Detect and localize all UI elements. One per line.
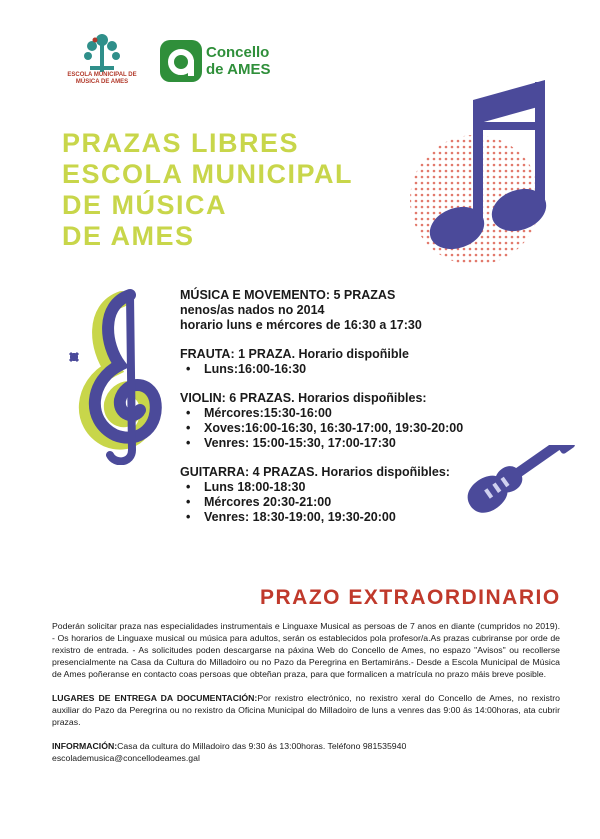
info-paragraph (52, 740, 560, 764)
course-heading: FRAUTA: 1 PRAZA. Horario dispoñible (180, 347, 409, 361)
schedule-item: • Mércores:15:30-16:00 (194, 406, 540, 421)
delivery-label: LUGARES DE ENTREGA DA DOCUMENTACIÓN: (52, 693, 258, 703)
info-text-line: Casa da cultura do Milladoiro das 9:30 ás 13:00horas. Teléfono 981535940 (117, 741, 407, 751)
delivery-paragraph (52, 692, 560, 728)
treble-clef-icon (60, 285, 180, 465)
paragraph-1: Poderán solicitar praza nas especialidades instrumentais e Linguaxe Musical as persoas de 7 anos en diante (cumpridos no 2019). - Os horarios de Linguaxe musical ou música para adultos, serán os establecidos pola profesor/a.As prazas cubriranse por orde de rexistro de entrada. - As solicitudes poden descargarse na páxina Web do Concello de Ames, no espazo "Avisos" ou recollerse presencialmente na Casa da Cultura do Milladoiro ou no Pazo da Peregrina en Bertamiráns.- Desde a Escola Municipal de Música de Ames poñeranse en contacto coas persoas que obteñan praza, para que formalicen a matrícula no prazo máis breve posible. (52, 621, 560, 679)
course-block (180, 288, 540, 333)
course-block (180, 347, 540, 377)
course-subline: horario luns e mércores de 16:30 a 17:30 (180, 318, 422, 332)
course-heading: MÚSICA E MOVEMENTO: 5 PRAZAS (180, 288, 396, 302)
course-heading: GUITARRA: 4 PRAZAS. Horarios dispoñibles: (180, 465, 450, 479)
music-notes-icon (395, 60, 595, 280)
course-block (180, 391, 540, 451)
schedule-item: • Venres: 15:00-15:30, 17:00-17:30 (194, 436, 540, 451)
schedule-list (180, 362, 540, 377)
schedule-item: • Mércores 20:30-21:00 (194, 495, 540, 510)
page-title (62, 128, 402, 252)
council-logo-icon (160, 40, 202, 82)
info-text (52, 620, 560, 776)
info-email: escolademusica@concellodeames.gal (52, 753, 200, 763)
courses-list (180, 288, 540, 539)
schedule-list (180, 480, 540, 525)
title-line-4: DE AMES (62, 221, 195, 251)
title-line-3: DE MÚSICA (62, 190, 228, 220)
schedule-item: • Luns 18:00-18:30 (194, 480, 540, 495)
schedule-item: • Xoves:16:00-16:30, 16:30-17:00, 19:30-20:00 (194, 421, 540, 436)
title-line-1: PRAZAS LIBRES (62, 128, 300, 158)
course-heading: VIOLIN: 6 PRAZAS. Horarios dispoñibles: (180, 391, 427, 405)
info-label: INFORMACIÓN: (52, 741, 118, 751)
schedule-item: • Luns:16:00-16:30 (194, 362, 540, 377)
extraordinary-heading: PRAZO EXTRAORDINARIO (260, 586, 561, 609)
council-logo-text (206, 44, 270, 78)
school-logo-text: ESCOLA MUNICIPAL DE MÚSICA DE AMES (67, 72, 137, 85)
council-line-2: de AMES (206, 61, 271, 78)
schedule-list (180, 406, 540, 451)
course-subline: nenos/as nados no 2014 (180, 303, 325, 317)
course-block (180, 465, 540, 525)
council-line-1: Concello (206, 44, 270, 61)
delivery-text: Por rexistro electrónico, no rexistro xeral do Concello de Ames, no rexistro auxiliar do Pazo da Peregrina ou no rexistro da Oficina Municipal do Milladoiro de luns a venres das 9:00 ás 14:00horas, ata cubrir prazas. (52, 693, 560, 727)
title-line-2: ESCOLA MUNICIPAL (62, 159, 353, 189)
schedule-item: • Venres: 18:30-19:00, 19:30-20:00 (194, 510, 540, 525)
